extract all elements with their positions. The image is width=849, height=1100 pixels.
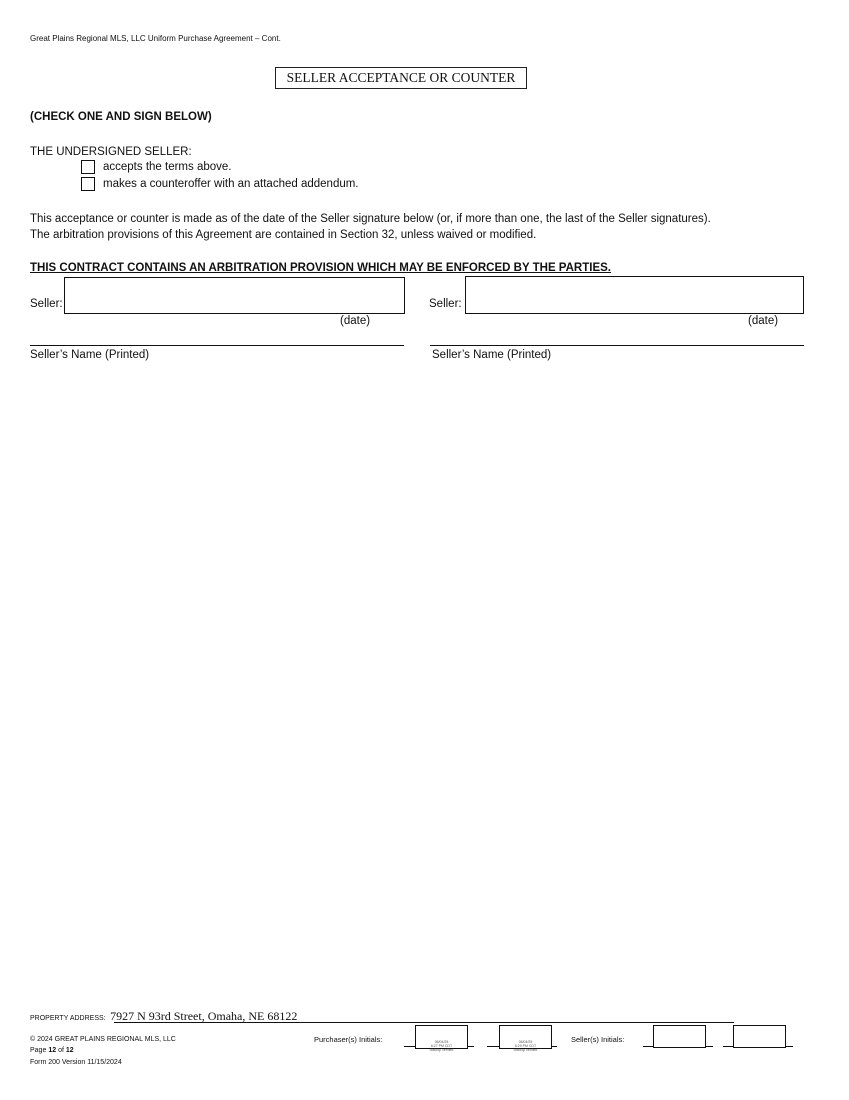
acceptance-paragraph-line2: The arbitration provisions of this Agreement are contained in Section 32, unless waived or modified. (30, 229, 537, 241)
seller-1-label: Seller: (30, 298, 63, 310)
purchaser-1-stamp-date: 06/04/25 (434, 1040, 449, 1044)
purchaser-2-initials-box[interactable] (499, 1025, 552, 1052)
undersigned-seller-label: THE UNDERSIGNED SELLER: (30, 146, 192, 158)
seller-initials-label: Seller(s) Initials: (571, 1035, 625, 1044)
purchaser-2-stamp-time: 6:29 PM CDT (514, 1044, 537, 1048)
seller-1-initials-box[interactable] (653, 1025, 706, 1048)
instruction-heading: (CHECK ONE AND SIGN BELOW) (30, 111, 212, 123)
seller-2-label: Seller: (429, 298, 462, 310)
purchaser-1-stamp-verified: dotloop verified (429, 1048, 454, 1052)
property-address-value: 7927 N 93rd Street, Omaha, NE 68122 (110, 1009, 298, 1023)
acceptance-paragraph-line1: This acceptance or counter is made as of the date of the Seller signature below (or, if more than one, the last of the Seller signatures). (30, 213, 711, 225)
counteroffer-checkbox[interactable] (81, 177, 95, 191)
purchaser-1-stamp-time: 6:27 PM CDT (430, 1044, 453, 1048)
seller-1-signature-field[interactable] (64, 277, 405, 314)
accept-terms-label: accepts the terms above. (103, 161, 232, 173)
seller-1-printed-name-label: Seller’s Name (Printed) (30, 349, 150, 361)
purchaser-2-stamp-date: 06/04/25 (518, 1040, 533, 1044)
seller-1-date-label: (date) (340, 315, 371, 327)
arbitration-notice: THIS CONTRACT CONTAINS AN ARBITRATION PROVISION WHICH MAY BE ENFORCED BY THE PARTIES. (30, 262, 611, 274)
accept-terms-checkbox[interactable] (81, 160, 95, 174)
purchaser-initials-label: Purchaser(s) Initials: (314, 1035, 383, 1044)
counteroffer-label: makes a counteroffer with an attached addendum. (103, 178, 359, 190)
copyright-notice: © 2024 GREAT PLAINS REGIONAL MLS, LLC (30, 1036, 176, 1043)
form-version: Form 200 Version 11/15/2024 (30, 1059, 122, 1066)
purchaser-1-initials-box[interactable] (415, 1025, 468, 1052)
seller-2-date-label: (date) (748, 315, 779, 327)
seller-2-signature-field[interactable] (465, 276, 804, 314)
seller-1-printed-name-line[interactable] (30, 345, 404, 346)
seller-2-initials-box[interactable] (733, 1025, 786, 1048)
seller-2-printed-name-line[interactable] (430, 345, 804, 346)
page-number: Page 12 of 12 (30, 1047, 74, 1054)
purchaser-2-stamp-verified: dotloop verified (513, 1048, 538, 1052)
running-header: Great Plains Regional MLS, LLC Uniform Purchase Agreement – Cont. (30, 34, 281, 43)
property-address-line (114, 1022, 734, 1023)
seller-2-printed-name-label: Seller’s Name (Printed) (432, 349, 552, 361)
section-title: SELLER ACCEPTANCE OR COUNTER (275, 67, 527, 89)
property-address-label: PROPERTY ADDRESS: (30, 1015, 106, 1022)
